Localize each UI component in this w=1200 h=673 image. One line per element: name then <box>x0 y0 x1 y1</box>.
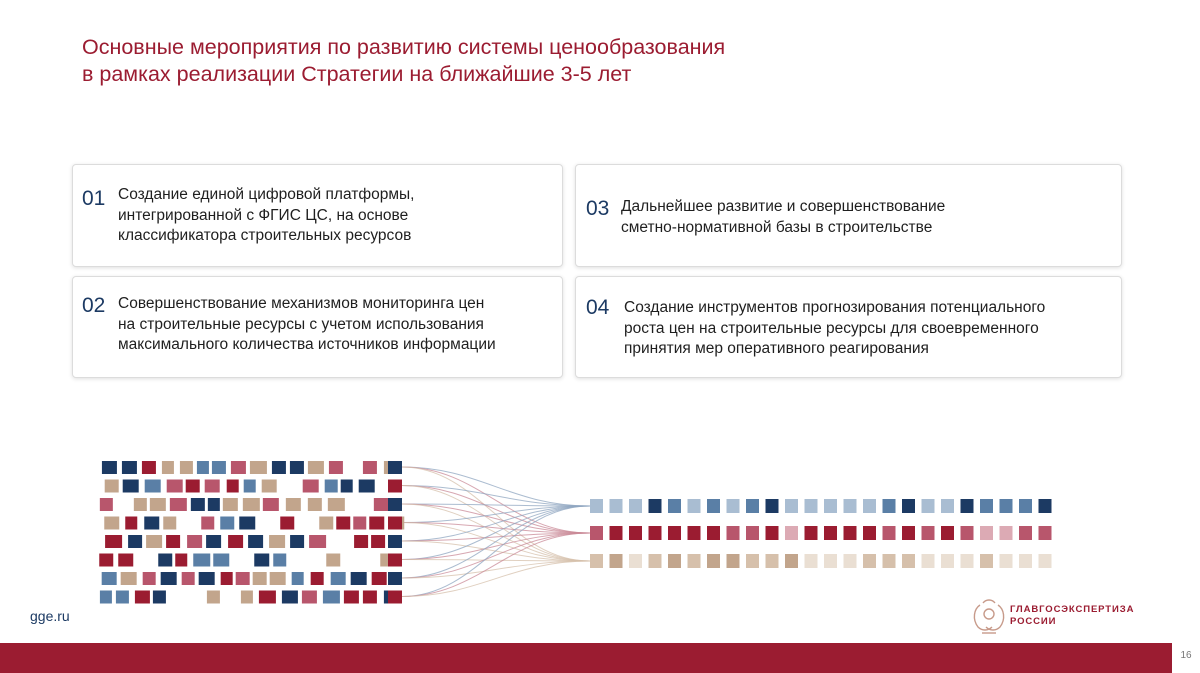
category-tile <box>688 554 701 568</box>
measure-text: Совершенствование механизмов мониторинга цен на строительные ресурсы с учетом использования максимального количества источников информации <box>118 295 496 353</box>
category-tile <box>785 499 798 513</box>
mosaic-tile <box>123 480 139 493</box>
mosaic-tile <box>221 572 233 585</box>
measure-text: Создание единой цифровой платформы, интегрированной с ФГИС ЦС, на основе классификатора строительных ресурсов <box>118 186 415 244</box>
mosaic-tile <box>329 461 343 474</box>
category-tile <box>629 526 642 540</box>
mosaic-tile <box>227 480 239 493</box>
mosaic-tile <box>388 554 402 567</box>
category-tile <box>766 499 779 513</box>
logo-wordmark <box>1010 604 1134 628</box>
measure-number: 02 <box>82 294 106 317</box>
mosaic-tile <box>100 591 112 604</box>
mosaic-tile <box>167 480 183 493</box>
data-flow-illustration <box>0 440 1200 620</box>
category-tile <box>824 499 837 513</box>
mosaic-tile <box>363 461 377 474</box>
mosaic-tile <box>388 461 402 474</box>
mosaic-tile <box>163 517 176 530</box>
category-tile <box>629 499 642 513</box>
mosaic-tile <box>236 572 250 585</box>
mosaic-tile <box>388 517 402 530</box>
mosaic-tile <box>220 517 234 530</box>
page-title-line-2: в рамках реализации Стратегии на ближайшие 3-5 лет <box>82 62 632 86</box>
mosaic-tile <box>162 461 174 474</box>
category-tile <box>1000 526 1013 540</box>
mosaic-tile <box>213 554 229 567</box>
category-tile <box>766 554 779 568</box>
mosaic-tile <box>388 572 402 585</box>
category-tile <box>961 554 974 568</box>
mosaic-tile <box>128 535 142 548</box>
category-tile <box>805 499 818 513</box>
category-tile <box>922 526 935 540</box>
mosaic-tile <box>135 591 150 604</box>
mosaic-tile <box>341 480 353 493</box>
category-tile <box>863 526 876 540</box>
mosaic-tile <box>308 461 324 474</box>
mosaic-tile <box>102 572 117 585</box>
category-tile <box>746 526 759 540</box>
mosaic-tile <box>250 461 267 474</box>
category-tile <box>863 499 876 513</box>
category-tile <box>941 554 954 568</box>
mosaic-tile <box>372 572 387 585</box>
category-tile <box>688 526 701 540</box>
mosaic-tile <box>105 480 119 493</box>
category-tile <box>1019 499 1032 513</box>
measure-card-02 <box>72 276 563 378</box>
category-tile <box>629 554 642 568</box>
mosaic-tile <box>144 517 159 530</box>
category-tile <box>805 526 818 540</box>
category-tile <box>805 554 818 568</box>
mosaic-tile <box>125 517 137 530</box>
mosaic-tile <box>239 517 255 530</box>
mosaic-tile <box>326 554 340 567</box>
mosaic-tile <box>134 498 147 511</box>
mosaic-tile <box>207 591 220 604</box>
mosaic-tile <box>182 572 195 585</box>
mosaic-tile <box>272 461 286 474</box>
mosaic-tile <box>150 498 166 511</box>
category-tile <box>590 554 603 568</box>
mosaic-tile <box>388 591 402 604</box>
mosaic-tile <box>146 535 162 548</box>
mosaic-tile <box>116 591 129 604</box>
category-tile <box>649 554 662 568</box>
category-tile <box>727 554 740 568</box>
category-tile <box>668 554 681 568</box>
measure-number: 04 <box>586 296 610 319</box>
mosaic-tile <box>118 554 133 567</box>
mosaic-tile <box>282 591 298 604</box>
measure-text: Создание инструментов прогнозирования потенциального роста цен на строительные ресурсы для своевременного принятия мер оперативного реагирования <box>624 299 1046 357</box>
mosaic-tile <box>243 498 260 511</box>
category-tile <box>883 526 896 540</box>
logo-line-2: РОССИИ <box>1010 616 1057 627</box>
mosaic-tile <box>354 535 368 548</box>
logo-line-1: ГЛАВГОСЭКСПЕРТИЗА <box>1010 604 1135 615</box>
category-tile <box>961 499 974 513</box>
mosaic-tile <box>228 535 243 548</box>
mosaic-tile <box>100 498 113 511</box>
mosaic-tile <box>280 517 294 530</box>
category-tile <box>824 526 837 540</box>
mosaic-tile <box>309 535 326 548</box>
mosaic-tile <box>353 517 366 530</box>
flow-line <box>402 561 590 597</box>
mosaic-tile <box>248 535 263 548</box>
measure-card-04 <box>575 276 1122 378</box>
category-tile <box>961 526 974 540</box>
mosaic-tile <box>158 554 172 567</box>
mosaic-tile <box>191 498 205 511</box>
mosaic-tile <box>273 554 286 567</box>
mosaic-tile <box>121 572 137 585</box>
mosaic-tile <box>303 480 319 493</box>
mosaic-tile <box>308 498 322 511</box>
category-tile <box>1000 554 1013 568</box>
mosaic-tile <box>311 572 324 585</box>
mosaic-tile <box>336 517 350 530</box>
mosaic-tile <box>359 480 375 493</box>
mosaic-tile <box>231 461 246 474</box>
mosaic-tile <box>388 480 402 493</box>
category-tile <box>980 554 993 568</box>
category-tile <box>1019 526 1032 540</box>
mosaic-tile <box>369 517 384 530</box>
mosaic-tile <box>145 480 161 493</box>
mosaic-tile <box>102 461 117 474</box>
category-tile <box>941 526 954 540</box>
category-tile <box>844 554 857 568</box>
category-tile <box>844 526 857 540</box>
mosaic-tile <box>290 535 304 548</box>
category-tile <box>980 499 993 513</box>
category-tile <box>902 499 915 513</box>
category-tile <box>590 499 603 513</box>
mosaic-tile <box>197 461 209 474</box>
category-tile <box>688 499 701 513</box>
category-tile <box>980 526 993 540</box>
category-tile <box>590 526 603 540</box>
category-tile <box>649 526 662 540</box>
category-tile <box>941 499 954 513</box>
mosaic-tile <box>325 480 338 493</box>
mosaic-tile <box>331 572 346 585</box>
mosaic-tile <box>153 591 166 604</box>
category-tile <box>883 499 896 513</box>
mosaic-tile <box>351 572 367 585</box>
mosaic-tile <box>292 572 304 585</box>
mosaic-tile <box>241 591 253 604</box>
category-tile <box>746 554 759 568</box>
mosaic-tile <box>206 535 221 548</box>
category-tile <box>1039 526 1052 540</box>
mosaic-tile <box>208 498 220 511</box>
mosaic-tile <box>99 554 113 567</box>
category-tile <box>1039 554 1052 568</box>
mosaic-tile <box>253 572 267 585</box>
category-tile <box>766 526 779 540</box>
mosaic-tile <box>363 591 377 604</box>
category-tile <box>668 499 681 513</box>
measure-number: 03 <box>586 197 610 220</box>
category-tile <box>1039 499 1052 513</box>
category-tile <box>707 554 720 568</box>
mosaic-tile <box>223 498 238 511</box>
category-tile <box>1000 499 1013 513</box>
mosaic-tile <box>269 535 285 548</box>
category-tile <box>649 499 662 513</box>
mosaic-tile <box>201 517 214 530</box>
mosaic-tile <box>263 498 279 511</box>
mosaic-tile <box>142 461 156 474</box>
mosaic-tile <box>319 517 333 530</box>
mosaic-tile <box>143 572 156 585</box>
mosaic-tile <box>286 498 301 511</box>
mosaic-tile <box>323 591 340 604</box>
category-tile <box>785 526 798 540</box>
measure-card-03 <box>575 164 1122 267</box>
mosaic-tile <box>105 535 122 548</box>
category-tile <box>922 499 935 513</box>
category-tile <box>824 554 837 568</box>
category-tile <box>902 526 915 540</box>
mosaic-tile <box>388 498 402 511</box>
category-tile <box>727 499 740 513</box>
mosaic-tile <box>290 461 304 474</box>
page-title <box>82 34 982 88</box>
category-tile <box>610 499 623 513</box>
mosaic-tile <box>254 554 269 567</box>
category-tile <box>707 526 720 540</box>
mosaic-tile <box>302 591 317 604</box>
category-tile <box>610 526 623 540</box>
category-tile <box>922 554 935 568</box>
mosaic-tile <box>344 591 359 604</box>
mosaic-tile <box>170 498 187 511</box>
category-tile <box>668 526 681 540</box>
category-tile <box>1019 554 1032 568</box>
mosaic-tile <box>212 461 226 474</box>
mosaic-tile <box>180 461 193 474</box>
site-link[interactable]: gge.ru <box>30 608 70 624</box>
page-number: 16 <box>1180 650 1192 661</box>
mosaic-tile <box>122 461 137 474</box>
flow-line <box>402 506 590 597</box>
mosaic-tile <box>262 480 277 493</box>
category-tile <box>844 499 857 513</box>
mosaic-tile <box>199 572 215 585</box>
category-tile <box>863 554 876 568</box>
measure-text: Дальнейшее развитие и совершенствование сметно-нормативной базы в строительстве <box>621 198 946 236</box>
page-title-line-1: Основные мероприятия по развитию системы ценообразования <box>82 35 726 59</box>
mosaic-tile <box>161 572 177 585</box>
footer-bar <box>0 643 1172 673</box>
mosaic-tile <box>186 480 200 493</box>
mosaic-tile <box>259 591 276 604</box>
category-tile <box>883 554 896 568</box>
category-tile <box>785 554 798 568</box>
mosaic-tile <box>374 498 389 511</box>
mosaic-tile <box>388 535 402 548</box>
category-tile <box>727 526 740 540</box>
mosaic-tile <box>166 535 180 548</box>
category-tile <box>707 499 720 513</box>
category-tile <box>610 554 623 568</box>
mosaic-tile <box>187 535 202 548</box>
measure-number: 01 <box>82 187 106 210</box>
category-tile <box>902 554 915 568</box>
mosaic-tile <box>244 480 256 493</box>
measure-card-01 <box>72 164 563 267</box>
mosaic-tile <box>270 572 286 585</box>
mosaic-tile <box>205 480 220 493</box>
mosaic-tile <box>104 517 119 530</box>
mosaic-tile <box>328 498 345 511</box>
mosaic-tile <box>371 535 385 548</box>
mosaic-tile <box>175 554 187 567</box>
category-tile <box>746 499 759 513</box>
mosaic-tile <box>193 554 210 567</box>
